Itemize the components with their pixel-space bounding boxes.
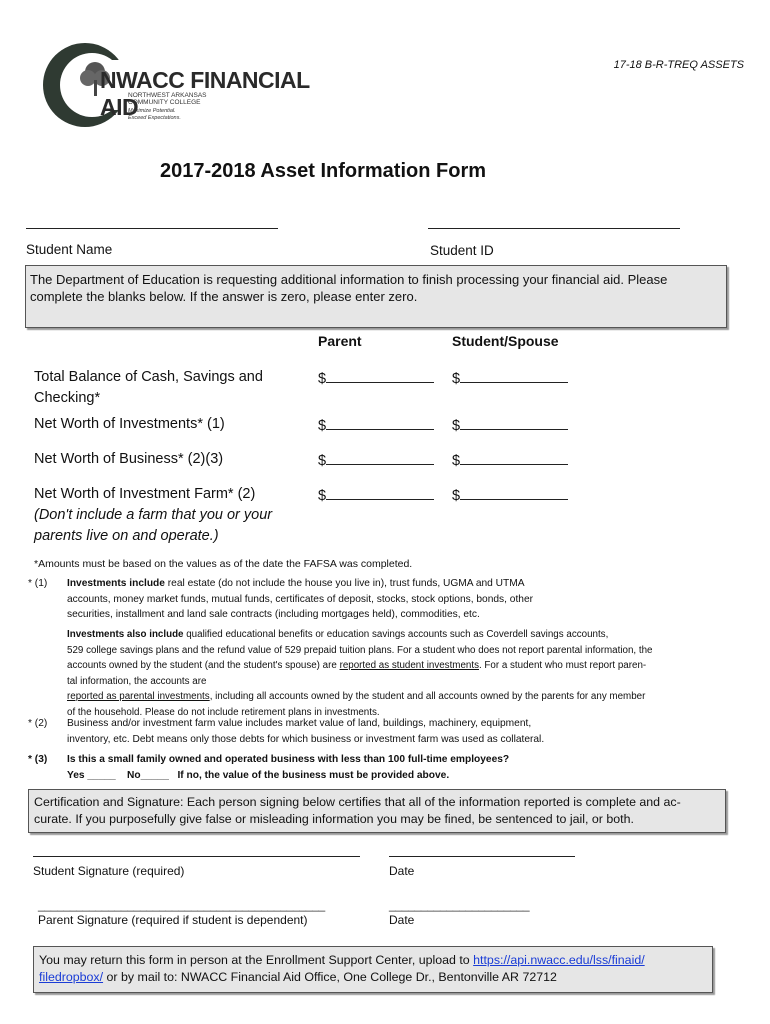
column-parent: Parent [318,333,362,349]
row-investments-label: Net Worth of Investments* (1) [34,416,225,432]
footnote-1b-bold: Investments also include [67,629,184,640]
student-cash-field[interactable] [452,368,568,387]
date-1-label: Date [389,864,415,878]
certification-line2: curate. If you purposefully give false or misleading information you may be fined, be sentenced to jail, or both. [34,812,634,826]
footnote-1b-line5b: , including all accounts owned by the student and all accounts owned by the parents for any member [209,691,646,703]
parent-investments-field[interactable] [318,415,434,434]
footnote-1b-line3a: accounts owned by the student (and the student's spouse) are [67,660,340,672]
certification-text [29,790,725,832]
footnote-3-line1: Is this a small family owned and operated business with less than 100 full-time employees? [67,754,510,765]
parent-business-field[interactable] [318,450,434,469]
date-2-label: Date [389,913,415,927]
dollar-sign: $ [318,453,327,469]
footnote-1-mark: * (1) [28,578,48,589]
dollar-sign: $ [452,371,461,387]
logo-tagline1: Maximize Potential. [128,108,176,114]
upload-link[interactable]: https://api.nwacc.edu/lss/finaid/ [473,953,645,967]
student-name-line[interactable] [26,228,278,229]
asterisk-note: *Amounts must be based on the values as of the date the FAFSA was completed. [34,558,413,570]
row-cash-line2: Checking* [34,390,101,406]
footnote-1b-line3u: reported as student investments [339,660,479,672]
dollar-sign: $ [318,418,327,434]
row-cash-line1: Total Balance of Cash, Savings and [34,369,263,385]
page-title: 2017-2018 Asset Information Form [159,160,487,182]
footnote-2-line1: Business and/or investment farm value includes market value of land, buildings, machinery, equipment, [67,718,532,729]
column-student-spouse: Student/Spouse [452,333,559,349]
footnote-1b-line4: tal information, the accounts are [67,675,207,687]
footnote-1b-line6: of the household. Please do not include retirement plans in investments. [67,706,380,718]
footnote-1-bold: Investments include [67,578,165,589]
certification-box [28,789,726,833]
parent-farm-field[interactable] [318,485,434,504]
row-cash-label [34,367,263,409]
return-text-2: or by mail to: NWACC Financial Aid Office, One College Dr., Bentonville AR 72712 [103,970,557,984]
logo-name: NWACC FINANCIAL AID [100,67,310,120]
footnote-1b-line2: 529 college savings plans and the refund value of 529 prepaid tuition plans. For a student who does not report parental information, the [67,644,653,656]
row-business-label: Net Worth of Business* (2)(3) [34,451,224,467]
row-farm-line1: Net Worth of Investment Farm* (2) [34,486,256,502]
certification-line1: Certification and Signature: Each person signing below certifies that all of the information reported is complete and ac- [34,795,681,809]
date-2-line[interactable]: ______________________ [389,898,530,912]
student-signature-line[interactable] [33,856,360,857]
intro-box [25,265,727,328]
dollar-sign: $ [318,371,327,387]
return-info-text [34,947,712,991]
form-code: 17-18 B-R-TREQ ASSETS [613,59,744,71]
logo-line2: COMMUNITY COLLEGE [128,99,201,106]
student-signature-label: Student Signature (required) [33,864,185,878]
parent-cash-field[interactable] [318,368,434,387]
row-farm-note1: (Don't include a farm that you or your [34,507,273,523]
dollar-sign: $ [452,418,461,434]
upload-link-cont[interactable]: filedropbox/ [39,970,104,984]
footnote-2 [67,716,757,747]
dollar-sign: $ [318,488,327,504]
footnote-3 [67,752,757,783]
dollar-sign: $ [452,453,461,469]
student-investments-field[interactable] [452,415,568,434]
row-farm-note2: parents live on and operate.) [34,528,219,544]
parent-signature-line[interactable]: _____________________________________________ [38,898,325,912]
student-id-line[interactable] [428,228,680,229]
logo-tagline2: Exceed Expectations. [128,115,181,121]
student-business-field[interactable] [452,450,568,469]
footnote-1b [67,627,757,721]
student-id-label: Student ID [430,243,494,258]
footnote-1-line2: accounts, money market funds, mutual funds, certificates of deposit, stocks, stock options, bonds, other [67,593,534,605]
logo-line1: NORTHWEST ARKANSAS [128,92,207,99]
student-farm-field[interactable] [452,485,568,504]
return-text-1: You may return this form in person at the Enrollment Support Center, upload to [39,953,474,967]
dollar-sign: $ [452,488,461,504]
footnote-3-mark: * (3) [28,754,48,765]
footnote-1 [67,576,757,623]
footnote-1b-line3b: . For a student who must report paren- [478,660,647,672]
footnote-3-line2: Yes _____ No_____ If no, the value of the business must be provided above. [67,769,450,781]
footnote-1-line1: real estate (do not include the house you live in), trust funds, UGMA and UTMA [164,578,525,589]
footnote-1b-line5u: reported as parental investments [67,691,210,703]
nwacc-logo [40,40,310,140]
row-farm-label [34,484,272,547]
student-name-label: Student Name [26,242,113,257]
logo-college [128,92,207,122]
intro-text: The Department of Education is requesting additional information to finish processing your financial aid. Please complete the blanks below. If the answer is zero, please enter zero. [30,272,668,304]
parent-signature-label: Parent Signature (required if student is dependent) [38,913,308,927]
footnote-2-mark: * (2) [28,718,48,729]
return-info-box [33,946,713,993]
date-1-line[interactable] [389,856,575,857]
footnote-1-line3: securities, installment and land sale contracts (including mortgages held), commodities, etc. [67,609,480,621]
footnote-2-line2: inventory, etc. Debt means only those debts for which business or investment farm was used as collateral. [67,733,545,745]
footnote-1b-line1: qualified educational benefits or education savings accounts such as Coverdell savings accounts, [183,629,609,640]
